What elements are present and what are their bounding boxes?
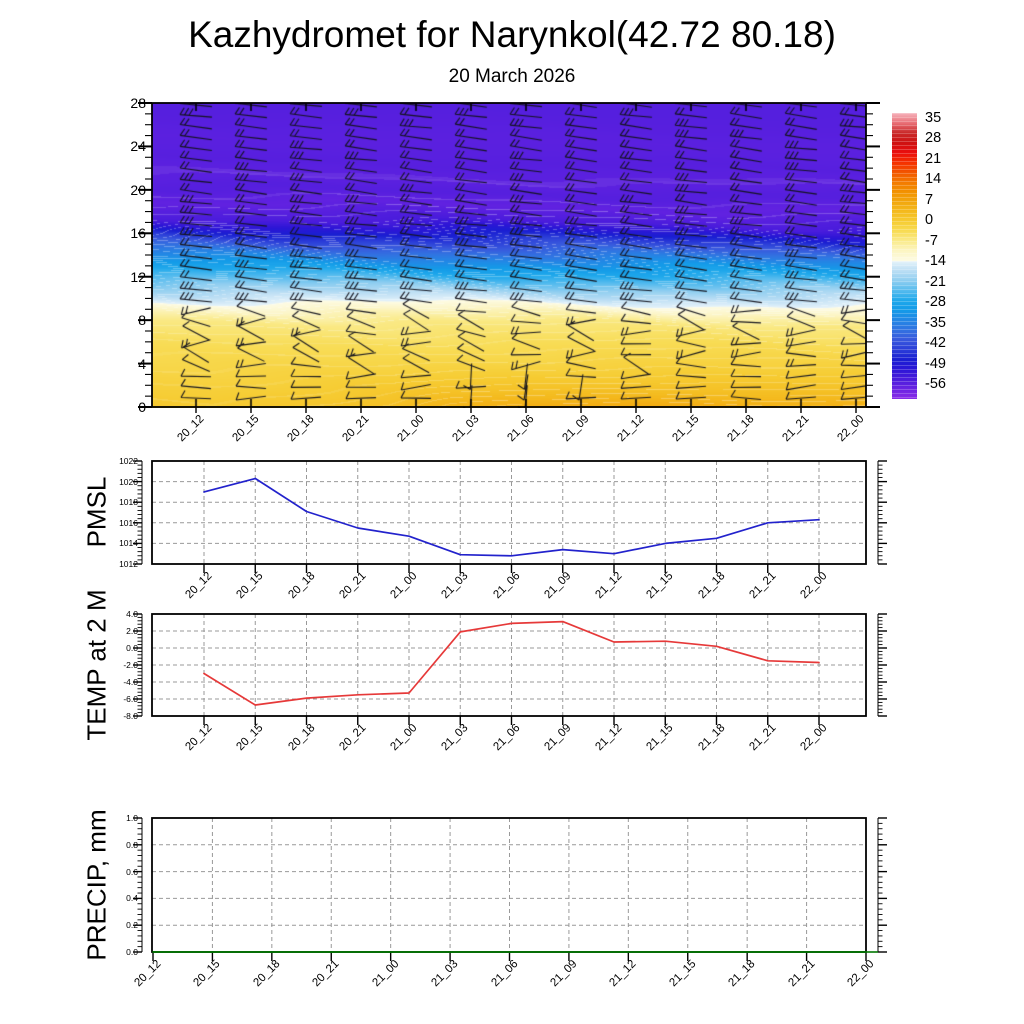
pmsl-time-label: 21_15 [644, 570, 676, 602]
temp-time-label: 20_12 [183, 722, 215, 754]
pmsl-tick-label: 1020 [119, 476, 138, 487]
temp-tick-label: -4.0 [123, 677, 138, 687]
pmsl-time-label: 21_06 [490, 570, 522, 602]
pmsl-time-label: 20_12 [183, 570, 215, 602]
height-tick-label: 20 [130, 181, 146, 198]
colorbar-tick-label: -7 [925, 232, 938, 249]
height-tick-label: 4 [138, 355, 146, 372]
pmsl-tick-label: 1014 [119, 538, 138, 549]
pmsl-time-label: 20_15 [234, 570, 266, 602]
precip-time-label: 21_00 [370, 958, 402, 990]
temp-axis-title: TEMP at 2 M [81, 589, 112, 741]
colorbar-tick-label: 35 [925, 110, 942, 126]
section-time-label: 21_03 [450, 413, 482, 445]
colorbar-tick-label: -21 [925, 273, 946, 290]
height-tick-label: 0 [138, 399, 146, 415]
height-tick-label: 24 [130, 138, 146, 155]
pmsl-time-label: 21_12 [593, 570, 625, 602]
section-time-label: 22_00 [835, 413, 867, 445]
pmsl-time-label: 21_03 [439, 570, 471, 602]
temp-time-label: 21_00 [388, 722, 420, 754]
temp-time-label: 20_15 [234, 722, 266, 754]
precip-time-label: 21_15 [667, 958, 699, 990]
pmsl-tick-label: 1016 [119, 517, 138, 528]
precip-tick-label: 0.8 [126, 839, 138, 850]
colorbar-tick-label: -49 [925, 355, 946, 372]
temp-time-label: 22_00 [798, 722, 830, 754]
height-tick-label: 28 [130, 95, 146, 111]
precip-time-label: 20_18 [251, 958, 283, 990]
precip-tick-label: 0.2 [126, 920, 138, 931]
precip-time-label: 21_03 [429, 958, 461, 990]
colorbar-tick-label: 7 [925, 191, 934, 208]
temp-time-label: 21_06 [490, 722, 522, 754]
pmsl-tick-label: 1022 [119, 456, 138, 466]
section-time-label: 20_21 [340, 413, 372, 445]
temp-time-label: 20_18 [285, 722, 317, 754]
temp-tick-label: 2.0 [126, 626, 138, 636]
colorbar-tick-label: 14 [925, 171, 942, 188]
section-time-label: 21_18 [725, 413, 757, 445]
temp-tick-label: -8.0 [123, 711, 138, 721]
colorbar-tick-label: -56 [925, 375, 946, 392]
temp-tick-label: 4.0 [126, 609, 138, 619]
temp-time-label: 21_09 [542, 722, 574, 754]
precip-time-label: 22_00 [845, 958, 877, 990]
colorbar-tick-label: -28 [925, 294, 946, 311]
pmsl-plot-box [152, 461, 866, 564]
precip-time-label: 21_06 [488, 958, 520, 990]
precip-tick-label: 1.0 [126, 813, 138, 823]
precip-time-label: 21_12 [607, 958, 639, 990]
temp-time-label: 21_15 [644, 722, 676, 754]
colorbar-tick-label: -42 [925, 335, 946, 352]
section-time-label: 21_06 [505, 413, 537, 445]
colorbar-tick-label: -35 [925, 314, 946, 331]
section-time-label: 21_09 [560, 413, 592, 445]
pmsl-time-label: 20_18 [285, 570, 317, 602]
section-time-label: 21_00 [395, 413, 427, 445]
precip-tick-label: 0.0 [126, 947, 138, 957]
height-tick-label: 8 [138, 312, 146, 329]
temp-time-label: 21_12 [593, 722, 625, 754]
section-time-label: 21_21 [780, 413, 812, 445]
precip-time-label: 21_18 [726, 958, 758, 990]
precip-time-label: 21_21 [785, 958, 818, 990]
pmsl-time-label: 21_00 [388, 570, 420, 602]
pmsl-tick-label: 1018 [119, 497, 138, 508]
colorbar-tick-label: 21 [925, 150, 942, 167]
pmsl-time-label: 22_00 [798, 570, 830, 602]
main-title: Kazhydromet for Narynkol(42.72 80.18) [188, 14, 836, 55]
colorbar-tick-label: 28 [925, 130, 942, 147]
temp-tick-label: -2.0 [123, 660, 138, 670]
precip-tick-label: 0.6 [126, 866, 138, 877]
section-time-label: 20_12 [175, 413, 207, 445]
pmsl-time-label: 20_21 [337, 570, 369, 602]
temp-tick-label: 0.0 [126, 643, 138, 653]
section-time-label: 20_15 [230, 413, 262, 445]
pmsl-time-label: 21_21 [747, 570, 779, 602]
pmsl-time-label: 21_18 [695, 570, 727, 602]
colorbar-tick-label: -14 [925, 253, 946, 270]
pmsl-tick-label: 1012 [119, 559, 138, 569]
date-subtitle: 20 March 2026 [448, 66, 576, 87]
height-tick-label: 12 [130, 268, 146, 285]
precip-time-label: 20_15 [191, 958, 223, 990]
section-time-label: 21_12 [615, 413, 647, 445]
precip-time-label: 21_09 [548, 958, 580, 990]
precip-time-label: 20_12 [132, 958, 164, 990]
temp-time-label: 21_18 [695, 722, 727, 754]
height-tick-label: 16 [130, 225, 146, 242]
pmsl-time-label: 21_09 [542, 570, 574, 602]
pmsl-axis-title: PMSL [81, 476, 112, 548]
temp-time-label: 20_21 [337, 722, 369, 754]
precip-time-label: 20_21 [310, 958, 342, 990]
colorbar-tick-label: 0 [925, 212, 934, 229]
temp-time-label: 21_21 [747, 722, 779, 754]
section-plot-box [152, 103, 866, 407]
section-time-label: 20_18 [285, 413, 317, 445]
precip-axis-title: PRECIP, mm [81, 809, 112, 961]
precip-tick-label: 0.4 [126, 893, 138, 904]
temp-tick-label: -6.0 [123, 694, 138, 704]
temp-time-label: 21_03 [439, 722, 471, 754]
section-time-label: 21_15 [670, 413, 702, 445]
